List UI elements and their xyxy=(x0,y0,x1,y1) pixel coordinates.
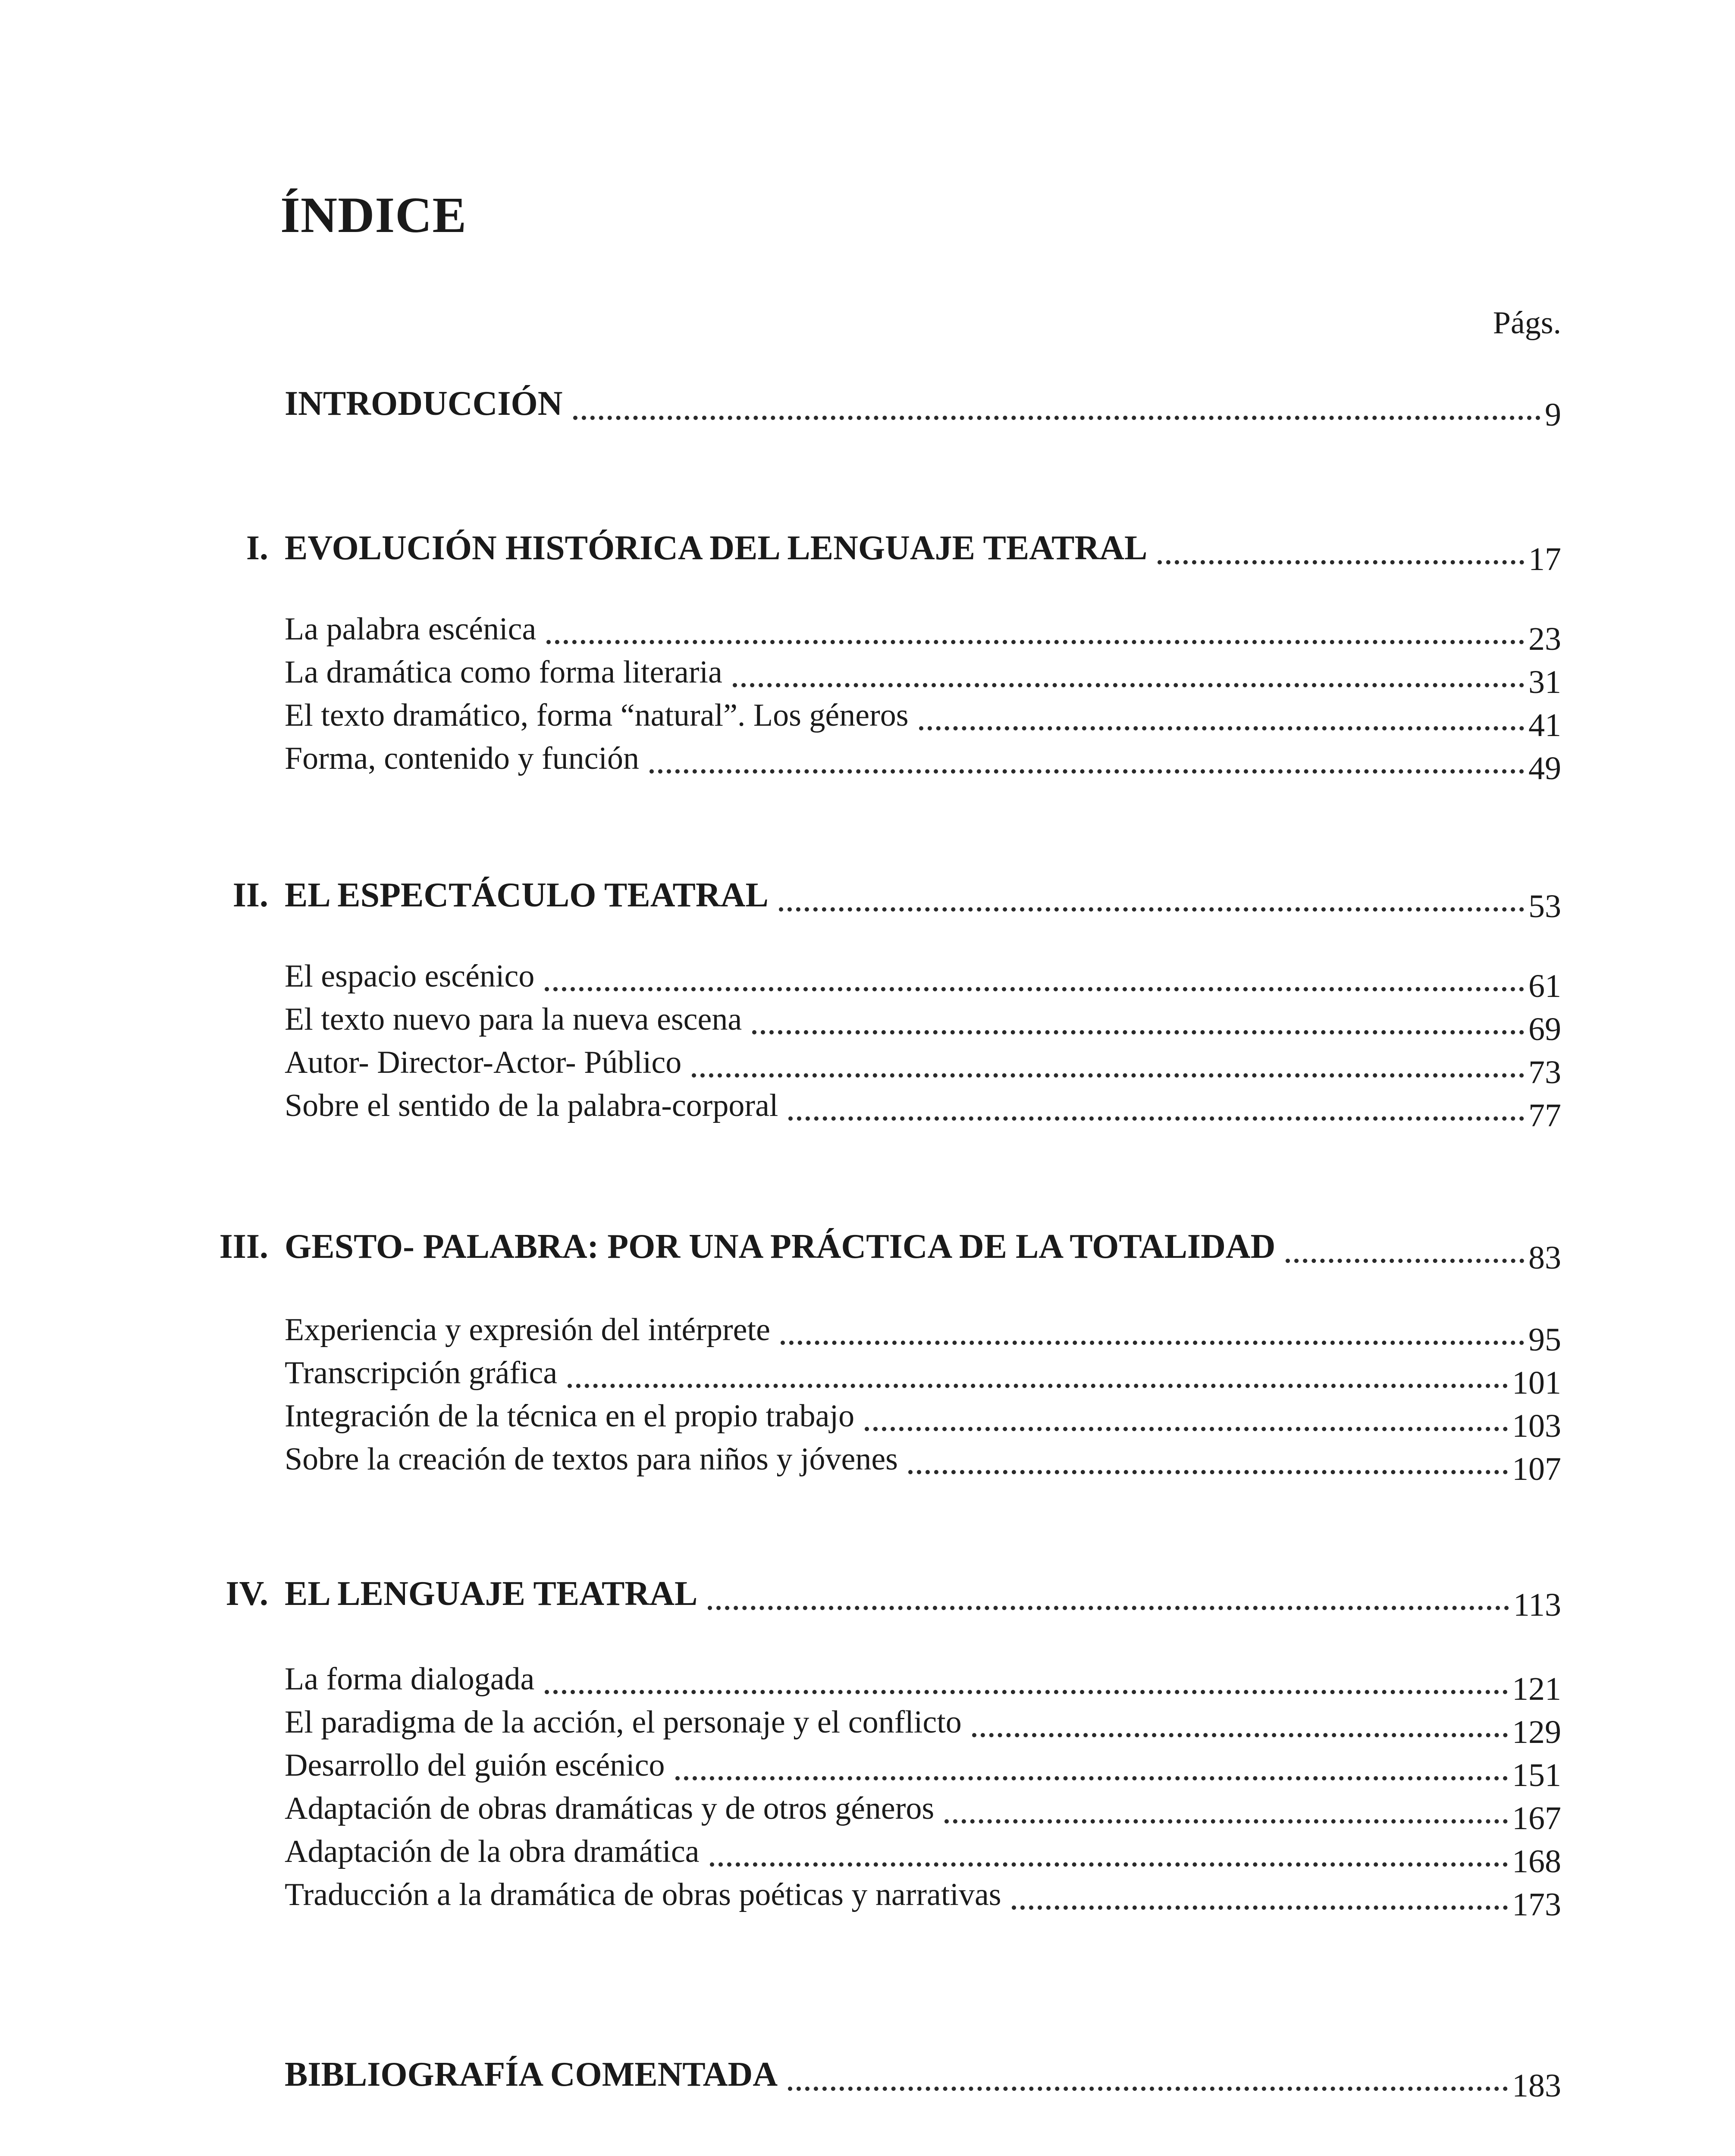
dot-leader xyxy=(1158,560,1524,564)
entry-label: Desarrollo del guión escénico xyxy=(285,1748,665,1783)
entry-page-number: 23 xyxy=(1528,621,1561,657)
dot-leader xyxy=(1012,1905,1508,1910)
toc-entry[interactable] xyxy=(285,998,1561,1047)
entry-label: Transcripción gráfica xyxy=(285,1355,558,1391)
toc-entry[interactable] xyxy=(285,1438,1561,1487)
chapter-title: EL ESPECTÁCULO TEATRAL xyxy=(285,876,769,914)
dot-leader xyxy=(573,416,1541,420)
dot-leader xyxy=(781,1341,1524,1345)
dot-leader xyxy=(752,1030,1524,1034)
toc-chapter-heading[interactable] xyxy=(219,1227,1561,1276)
entry-label: Traducción a la dramática de obras poéticas y narrativas xyxy=(285,1877,1001,1912)
chapter-title: GESTO- PALABRA: POR UNA PRÁCTICA DE LA TOTALIDAD xyxy=(285,1228,1276,1266)
chapter-numeral: II. xyxy=(232,876,268,914)
entry-label: Sobre el sentido de la palabra-corporal xyxy=(285,1088,778,1123)
entry-label: El texto dramático, forma “natural”. Los géneros xyxy=(285,698,909,733)
toc-entry[interactable] xyxy=(285,1744,1561,1793)
entry-page-number: 77 xyxy=(1528,1097,1561,1134)
chapter-numeral: I. xyxy=(246,529,268,567)
toc-entry[interactable] xyxy=(285,955,1561,1004)
toc-entry[interactable] xyxy=(285,1874,1561,1923)
entry-label: Experiencia y expresión del intérprete xyxy=(285,1312,770,1348)
entry-label: La palabra escénica xyxy=(285,611,537,647)
entry-page-number: 9 xyxy=(1545,397,1561,433)
chapter-title: EL LENGUAJE TEATRAL xyxy=(285,1575,698,1613)
entry-label: Forma, contenido y función xyxy=(285,741,640,776)
entry-label: La dramática como forma literaria xyxy=(285,655,722,690)
dot-leader xyxy=(692,1073,1524,1078)
toc-entry[interactable] xyxy=(285,1395,1561,1444)
entry-label: La forma dialogada xyxy=(285,1661,535,1697)
entry-label: El texto nuevo para la nueva escena xyxy=(285,1002,742,1037)
entry-label: Adaptación de la obra dramática xyxy=(285,1834,700,1869)
entry-page-number: 73 xyxy=(1528,1054,1561,1091)
entry-page-number: 95 xyxy=(1528,1322,1561,1358)
dot-leader xyxy=(710,1862,1508,1867)
dot-leader xyxy=(972,1733,1508,1737)
pages-column-header: Págs. xyxy=(1493,305,1561,341)
dot-leader xyxy=(649,769,1524,774)
entry-label: Adaptación de obras dramáticas y de otros géneros xyxy=(285,1791,935,1826)
dot-leader xyxy=(788,2087,1508,2091)
toc-entry[interactable] xyxy=(285,1041,1561,1091)
entry-page-number: 168 xyxy=(1512,1843,1561,1880)
entry-page-number: 107 xyxy=(1512,1451,1561,1487)
chapter-page-number: 53 xyxy=(1528,888,1561,924)
entry-label: Sobre la creación de textos para niños y jóvenes xyxy=(285,1442,898,1477)
entry-page-number: 167 xyxy=(1512,1800,1561,1836)
entry-label: El paradigma de la acción, el personaje y el conflicto xyxy=(285,1705,962,1740)
entry-page-number: 101 xyxy=(1512,1365,1561,1401)
dot-leader xyxy=(545,987,1524,991)
entry-page-number: 183 xyxy=(1512,2068,1561,2104)
dot-leader xyxy=(708,1606,1509,1610)
toc-chapter-heading[interactable] xyxy=(232,875,1561,924)
dot-leader xyxy=(944,1819,1508,1824)
dot-leader xyxy=(908,1470,1508,1474)
dot-leader xyxy=(546,640,1524,644)
chapter-page-number: 113 xyxy=(1513,1587,1561,1623)
entry-page-number: 173 xyxy=(1512,1887,1561,1923)
entry-page-number: 41 xyxy=(1528,707,1561,743)
dot-leader xyxy=(675,1776,1508,1780)
entry-label: Integración de la técnica en el propio trabajo xyxy=(285,1398,855,1434)
dot-leader xyxy=(779,907,1524,912)
chapter-numeral: III. xyxy=(219,1228,268,1266)
toc-chapter-heading[interactable] xyxy=(246,528,1561,577)
entry-page-number: 121 xyxy=(1512,1671,1561,1707)
entry-page-number: 69 xyxy=(1528,1011,1561,1047)
toc-entry[interactable] xyxy=(285,1084,1561,1134)
entry-label: INTRODUCCIÓN xyxy=(285,385,563,423)
dot-leader xyxy=(865,1427,1508,1431)
toc-entry[interactable] xyxy=(285,694,1561,743)
toc-entry[interactable] xyxy=(285,1658,1561,1707)
entry-label: El espacio escénico xyxy=(285,959,535,994)
toc-entry-introduction[interactable] xyxy=(285,384,1561,433)
entry-page-number: 61 xyxy=(1528,968,1561,1004)
toc-entry[interactable] xyxy=(285,1309,1561,1358)
toc-chapter-heading[interactable] xyxy=(226,1574,1561,1623)
toc-entry[interactable] xyxy=(285,1830,1561,1880)
toc-entry[interactable] xyxy=(285,1787,1561,1836)
chapter-page-number: 17 xyxy=(1528,541,1561,577)
dot-leader xyxy=(1286,1259,1524,1263)
toc-entry[interactable] xyxy=(285,608,1561,657)
entry-label: Autor- Director-Actor- Público xyxy=(285,1045,682,1080)
dot-leader xyxy=(788,1116,1524,1121)
entry-label: BIBLIOGRAFÍA COMENTADA xyxy=(285,2056,778,2093)
toc-entry[interactable] xyxy=(285,1701,1561,1750)
page-title: ÍNDICE xyxy=(280,187,467,243)
dot-leader xyxy=(545,1690,1508,1694)
chapter-page-number: 83 xyxy=(1528,1240,1561,1276)
toc-entry-bibliography[interactable] xyxy=(285,2055,1561,2104)
entry-page-number: 129 xyxy=(1512,1714,1561,1750)
entry-page-number: 151 xyxy=(1512,1757,1561,1793)
chapter-numeral: IV. xyxy=(226,1575,268,1613)
toc-entry[interactable] xyxy=(285,737,1561,787)
chapter-title: EVOLUCIÓN HISTÓRICA DEL LENGUAJE TEATRAL xyxy=(285,529,1148,567)
entry-page-number: 103 xyxy=(1512,1408,1561,1444)
toc-entry[interactable] xyxy=(285,651,1561,700)
dot-leader xyxy=(733,683,1524,687)
entry-page-number: 49 xyxy=(1528,750,1561,787)
dot-leader xyxy=(568,1384,1508,1388)
entry-page-number: 31 xyxy=(1528,664,1561,700)
toc-entry[interactable] xyxy=(285,1352,1561,1401)
dot-leader xyxy=(919,726,1524,730)
